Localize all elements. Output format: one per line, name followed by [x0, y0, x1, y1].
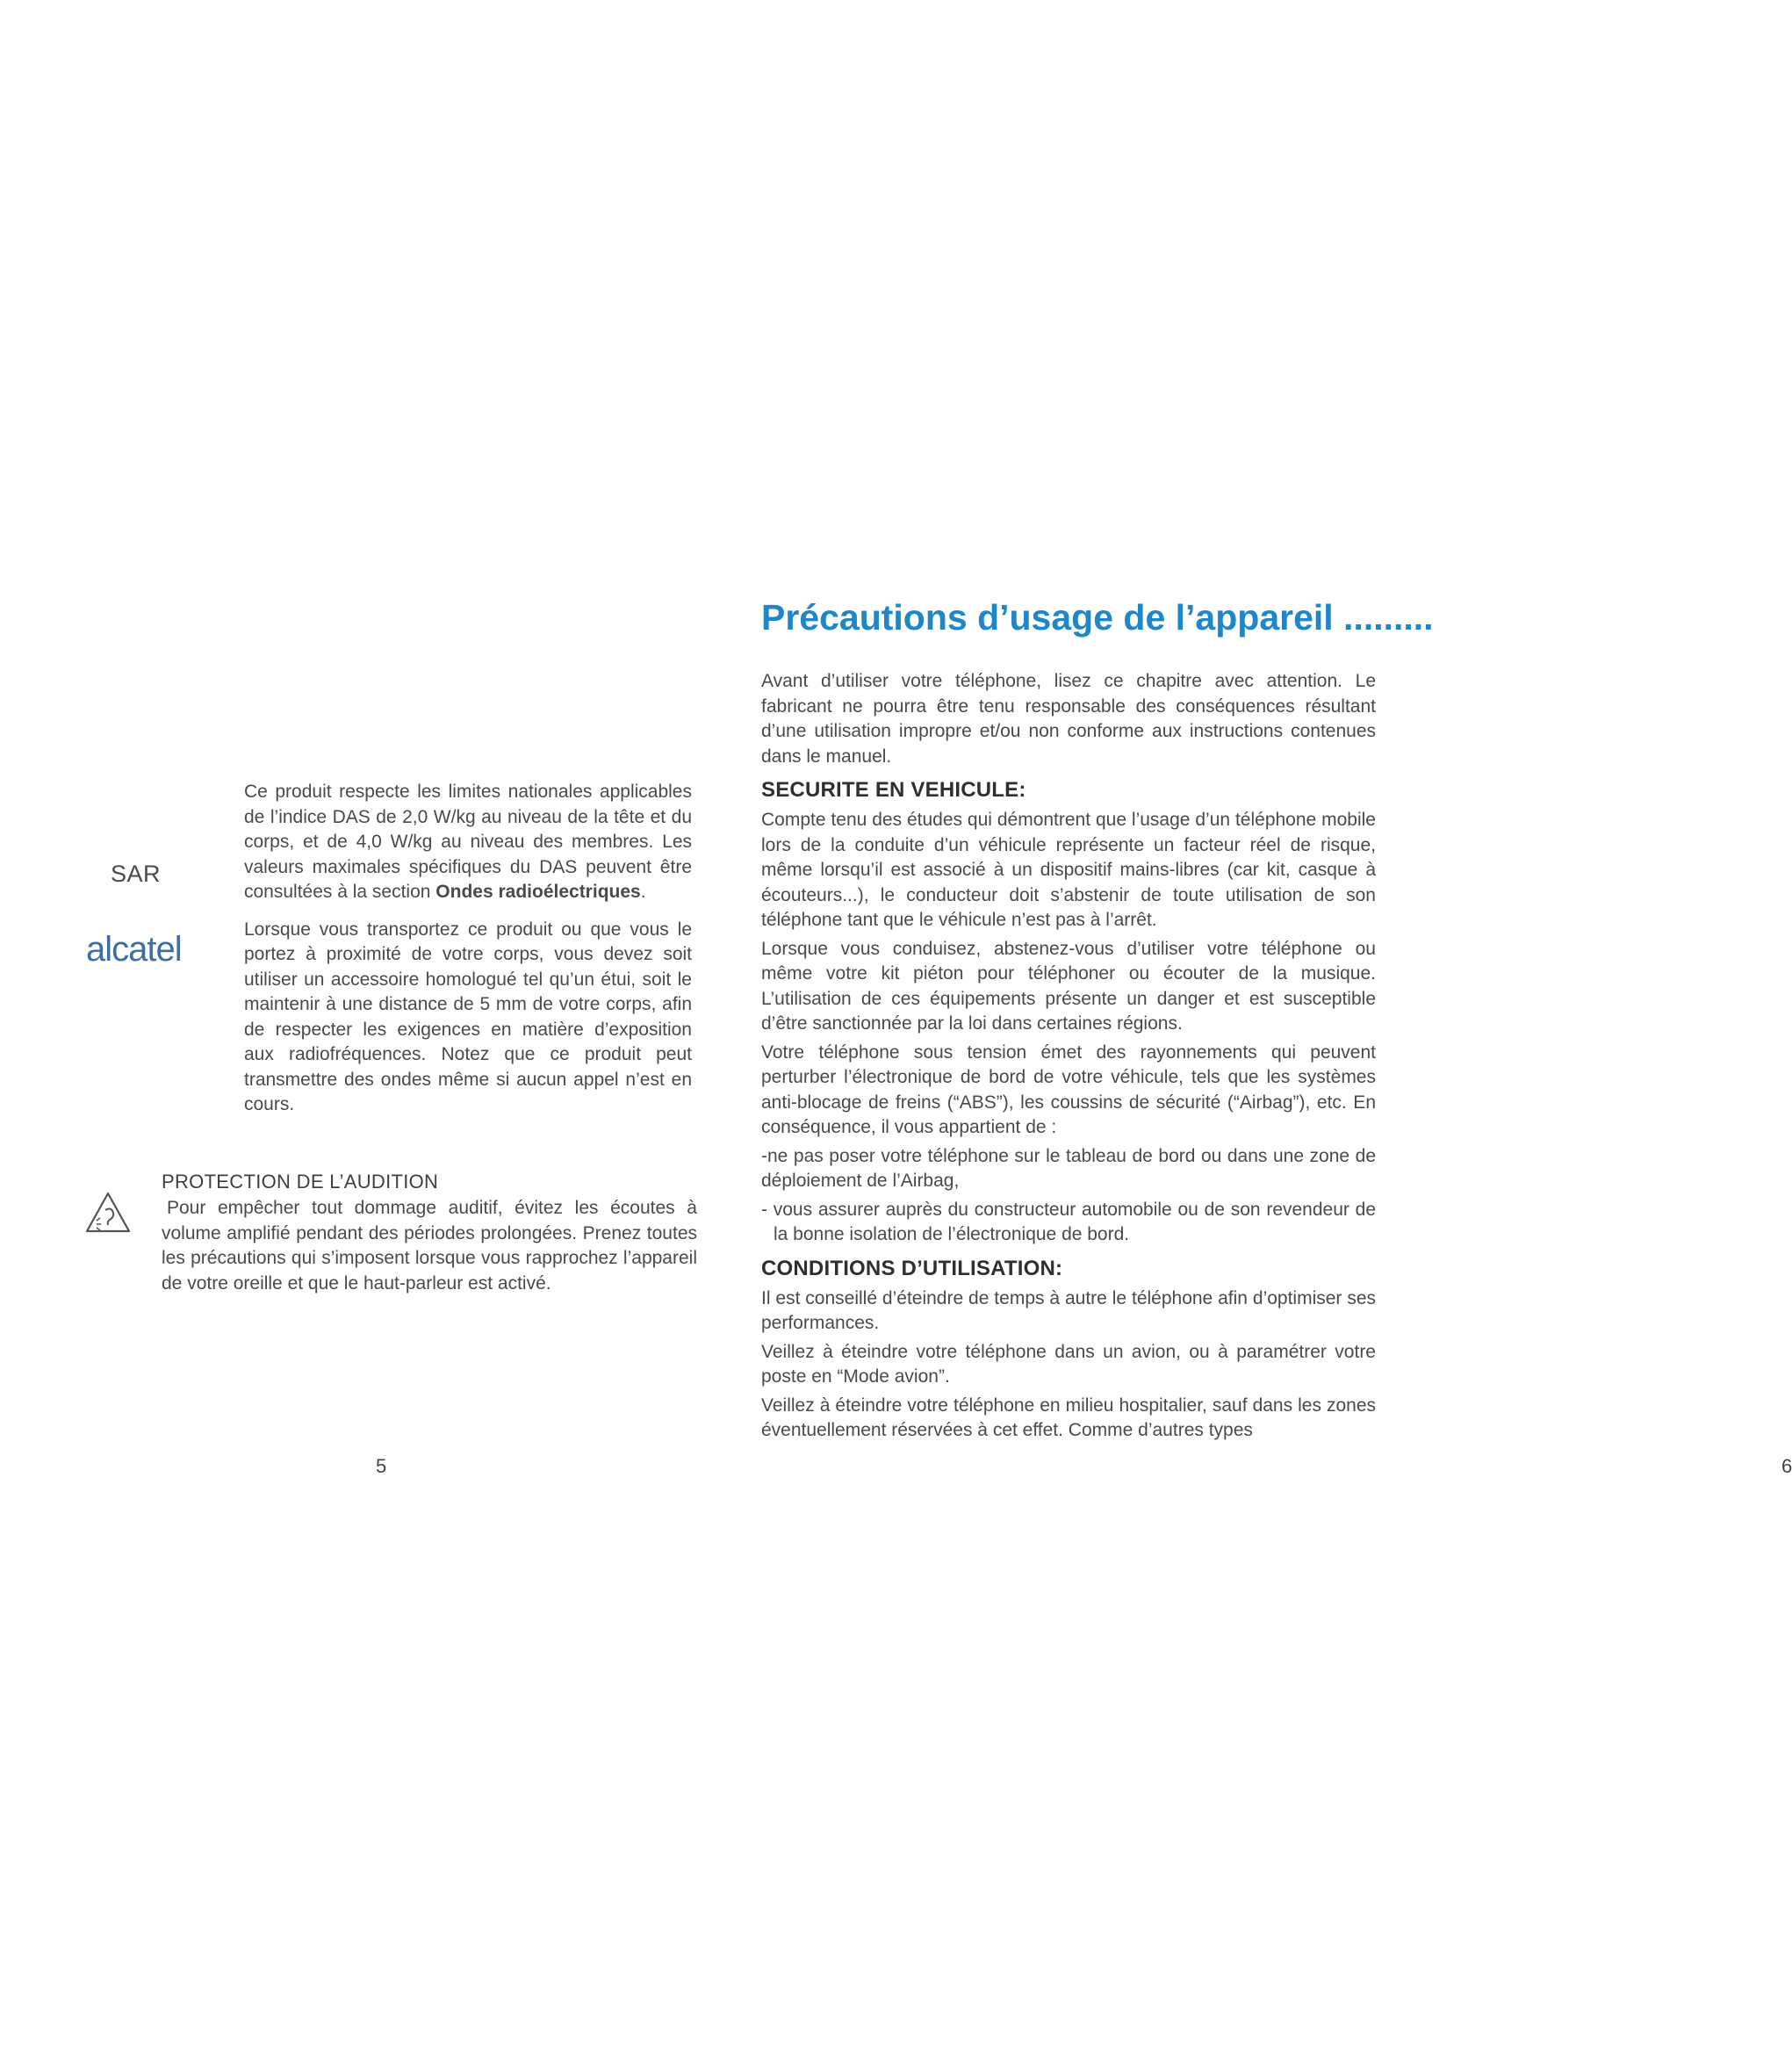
sar-paragraph-1-end: .	[640, 882, 646, 902]
alcatel-logo-text: alcatel	[86, 930, 182, 969]
vehicle-safety-paragraph-1: Compte tenu des études qui démontrent que l’usage d’un téléphone mobile lors de la conduite d’un véhicule représente un facteur réel de risque, même lorsqu’il est associé à un dispositif mains-libres (car kit, casque à écouteurs...), le conducteur doit s’abstenir de toute utilisation de son téléphone tant que le véhicule n’est pas à l’arrêt.	[761, 810, 1376, 930]
intro-paragraph: Avant d’utiliser votre téléphone, lisez ce chapitre avec attention. Le fabricant ne pourra être tenu responsable des conséquences résultant d’une utilisation impropre et/ou non conforme aux instructions contenues dans le manuel.	[761, 671, 1376, 767]
conditions-paragraph-2: Veillez à éteindre votre téléphone dans un avion, ou à paramétrer votre poste en “Mode avion”.	[761, 1341, 1376, 1387]
sar-paragraph-1	[244, 780, 692, 905]
vehicle-safety-paragraph-3: Votre téléphone sous tension émet des rayonnements qui peuvent perturber l’électronique de bord de votre véhicule, tels que les systèmes anti-blocage de freins (“ABS”), les coussins de sécurité (“Airbag”), etc. En conséquence, il vous appartient de :	[761, 1041, 1376, 1137]
hearing-warning-icon	[84, 1191, 132, 1235]
vehicle-safety-bullet-2: - vous assurer auprès du constructeur automobile ou de son revendeur de la bonne isolation de l’électronique de bord.	[761, 1199, 1376, 1244]
sar-label: SAR	[111, 861, 162, 887]
protection-text: Pour empêcher tout dommage auditif, évitez les écoutes à volume amplifié pendant des périodes prolongées. Prenez toutes les précautions qui s’imposent lorsque vous rapprochez l’appareil de votre oreille et que le haut-parleur est activé.	[162, 1198, 697, 1294]
sar-description	[244, 780, 692, 1130]
protection-title: PROTECTION DE L’AUDITION	[162, 1171, 439, 1193]
page-number-left: 5	[376, 1455, 387, 1477]
vehicle-safety-heading: SECURITE EN VEHICULE:	[761, 778, 1026, 802]
vehicle-safety-paragraph-2: Lorsque vous conduisez, abstenez-vous d’utiliser votre téléphone ou même votre kit piéton pour téléphoner ou écouter de la musique. L’utilisation de ces équipements présente un danger et est susceptible d’être sanctionnée par la loi dans certaines régions.	[761, 938, 1376, 1034]
sar-paragraph-1-link-text: Ondes radioélectriques	[435, 882, 641, 902]
sar-paragraph-1-text: Ce produit respecte les limites nationales applicables de l’indice DAS de 2,0 W/kg au niveau de la tête et du corps, et de 4,0 W/kg au niveau des membres. Les valeurs maximales spécifiques du DAS peuvent être consultées à la section	[244, 782, 692, 902]
right-page	[726, 0, 1792, 2054]
conditions-paragraph-1: Il est conseillé d’éteindre de temps à autre le téléphone afin d’optimiser ses performances.	[761, 1287, 1376, 1333]
page-number-right: 6	[1781, 1455, 1792, 1477]
sar-paragraph-2: Lorsque vous transportez ce produit ou que vous le portez à proximité de votre corps, vous devez soit utiliser un accessoire homologué tel qu’un étui, soit le maintenir à une distance de 5 mm de votre corps, afin de respecter les exigences en matière d’exposition aux radiofréquences. Notez que ce produit peut transmettre des ondes même si aucun appel n’est en cours.	[244, 919, 692, 1114]
vehicle-safety-bullet-1: -ne pas poser votre téléphone sur le tableau de bord ou dans une zone de déploiement de l’Airbag,	[761, 1145, 1376, 1191]
alcatel-logo	[84, 929, 209, 969]
conditions-paragraph-3: Veillez à éteindre votre téléphone en milieu hospitalier, sauf dans les zones éventuellement réservées à cet effet. Comme d’autres types	[761, 1395, 1376, 1440]
protection-section	[162, 1196, 697, 1296]
left-page	[0, 0, 726, 2054]
conditions-heading: CONDITIONS D’UTILISATION:	[761, 1256, 1063, 1280]
page-title: Précautions d’usage de l’appareil .........	[761, 597, 1434, 638]
